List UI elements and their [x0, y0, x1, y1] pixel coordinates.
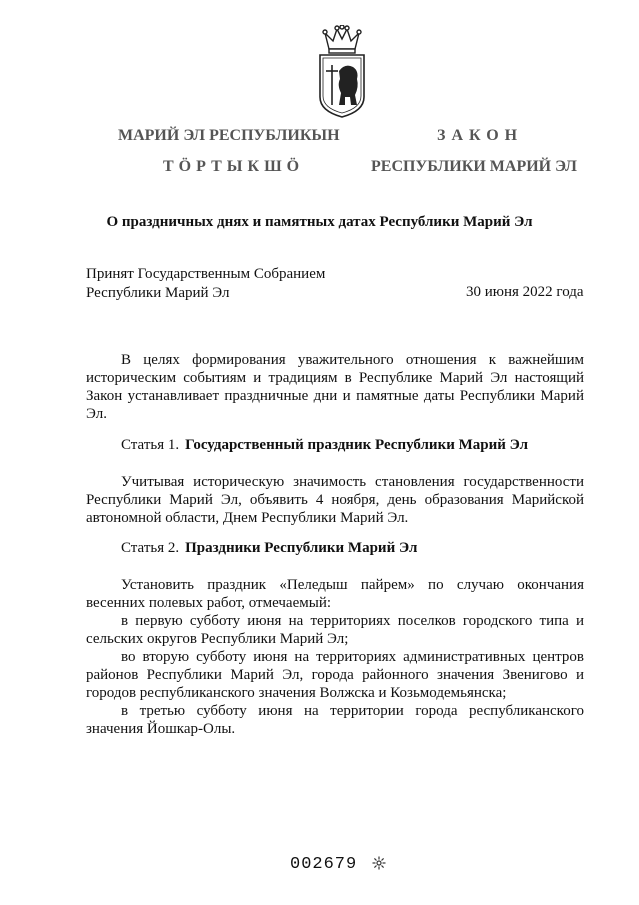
article-2-heading [121, 540, 417, 557]
article-2-label: Статья 2. [121, 540, 180, 556]
article-1-label: Статья 1. [121, 437, 180, 453]
article-1-title: Государственный праздник Республики Марий Эл [185, 437, 529, 453]
adoption-info [86, 265, 325, 303]
adoption-line1: Принят Государственным Собранием [86, 266, 326, 282]
header-left-line2: ТӦРТЫКШӦ [163, 158, 305, 175]
preamble: В целях формирования уважительного отношения к важнейшим историческим событиям и традициям в Республике Марий Эл настоящий Закон устанавливает праздничные дни и памятные даты Республики Марий Эл. [86, 352, 584, 422]
article-2-body [86, 576, 584, 738]
article-2-title: Праздники Республики Марий Эл [185, 540, 418, 556]
article-1-text: Учитывая историческую значимость становления государственности Республики Марий Эл, объявить 4 ноября, день образования Марийской автономной области, Днем Республики Марий Эл. [86, 474, 584, 526]
header-left-line1: МАРИЙ ЭЛ РЕСПУБЛИКЫН [118, 127, 340, 144]
header-right-line1: ЗАКОН [437, 127, 524, 144]
article-1-heading [121, 437, 528, 454]
article-2-paragraph: в третью субботу июня на территории города республиканского значения Йошкар-Олы. [86, 703, 584, 737]
article-2-paragraph: Установить праздник «Пеледыш пайрем» по случаю окончания весенних полевых работ, отмечаемый: [86, 577, 584, 611]
asterisk-mark-icon [372, 856, 386, 870]
coat-of-arms-icon [315, 25, 369, 119]
adoption-date: 30 июня 2022 года [466, 284, 584, 300]
article-2-paragraph: во вторую субботу июня на территориях административных центров районов Республики Марий Эл, города районного значения Звенигово и городов республиканского значения Волжска и Козьмодемьянска; [86, 649, 584, 701]
adoption-line2: Республики Марий Эл [86, 285, 230, 301]
article-2-paragraph: в первую субботу июня на территориях поселков городского типа и сельских округов Республики Марий Эл; [86, 613, 584, 647]
registration-number: 002679 [290, 855, 358, 874]
header-right-line2: РЕСПУБЛИКИ МАРИЙ ЭЛ [371, 158, 577, 175]
document-title: О праздничных днях и памятных датах Республики Марий Эл [106, 214, 533, 230]
